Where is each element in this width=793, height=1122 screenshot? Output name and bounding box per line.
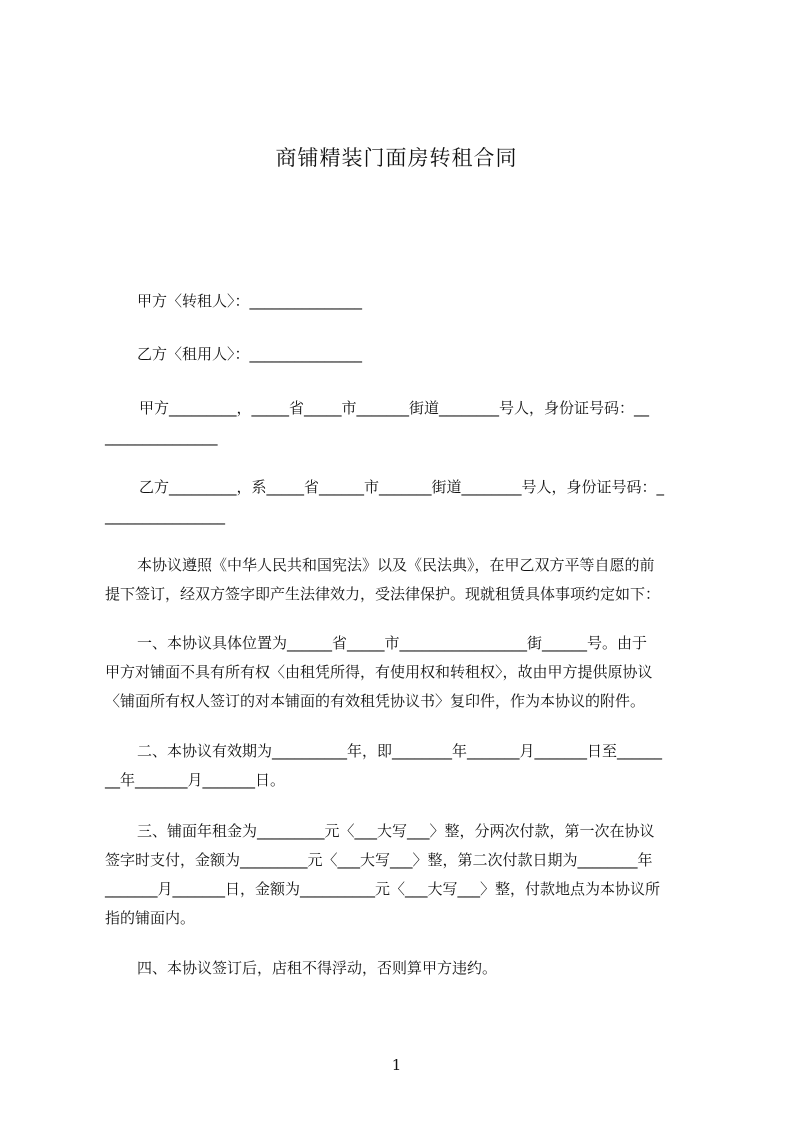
party-a-line: 甲方〈转租人〉：_______________	[137, 292, 363, 310]
party-a-address-line-1: 甲方_________，_____省_____市_______街道________号人，身份证号码：__	[139, 399, 650, 417]
clause-3-line-1: 三、铺面年租金为_________元〈___大写___〉整，分两次付款，第一次在协议	[137, 822, 655, 840]
clause-3-line-3: _______月_______日，金额为__________元〈___大写___〉整，付款地点为本协议所	[105, 880, 661, 898]
clause-1-line-2: 甲方对铺面不具有所有权〈由租凭所得，有使用权和转租权〉，故由甲方提供原协议	[105, 663, 653, 681]
clause-1-line-3: 〈铺面所有权人签订的对本铺面的有效租凭协议书〉复印件，作为本协议的附件。	[105, 692, 646, 710]
clause-3-line-4: 指的铺面内。	[105, 909, 196, 927]
clause-2-paragraph	[105, 737, 705, 795]
document-title: 商铺精装门面房转租合同	[275, 146, 518, 170]
preamble-line-2: 提下签订，经双方签字即产生法律效力，受法律保护。现就租赁具体事项约定如下：	[105, 585, 661, 603]
clause-1-line-1: 一、本协议具体位置为______省_____市_________________街______号。由于	[137, 634, 648, 652]
party-a-address-line-2: _______________	[105, 428, 218, 446]
party-a-address	[105, 394, 705, 452]
clause-3-paragraph	[105, 817, 705, 933]
clause-3-line-2: 签字时支付，金额为_________元〈___大写___〉整，第二次付款日期为________年	[105, 851, 653, 869]
party-b-address-line-1: 乙方_________，系_____省______市_______街道________号人，身份证号码：_	[139, 478, 665, 496]
party-b-address-line-2: ________________	[105, 507, 225, 525]
clause-1-paragraph	[105, 629, 705, 716]
page-number: 1	[391, 1056, 402, 1074]
clause-4-line: 四、本协议签订后，店租不得浮动，否则算甲方违约。	[137, 959, 498, 977]
preamble-paragraph	[105, 551, 705, 609]
party-b-line: 乙方〈租用人〉：_______________	[137, 345, 363, 363]
clause-2-line-2: __年_______月_______日。	[105, 771, 286, 789]
party-b-address	[105, 473, 705, 531]
clause-2-line-1: 二、本协议有效期为__________年，即________年_______月_______日至______	[137, 742, 663, 760]
preamble-line-1: 本协议遵照《中华人民共和国宪法》以及《民法典》，在甲乙双方平等自愿的前	[137, 556, 655, 574]
